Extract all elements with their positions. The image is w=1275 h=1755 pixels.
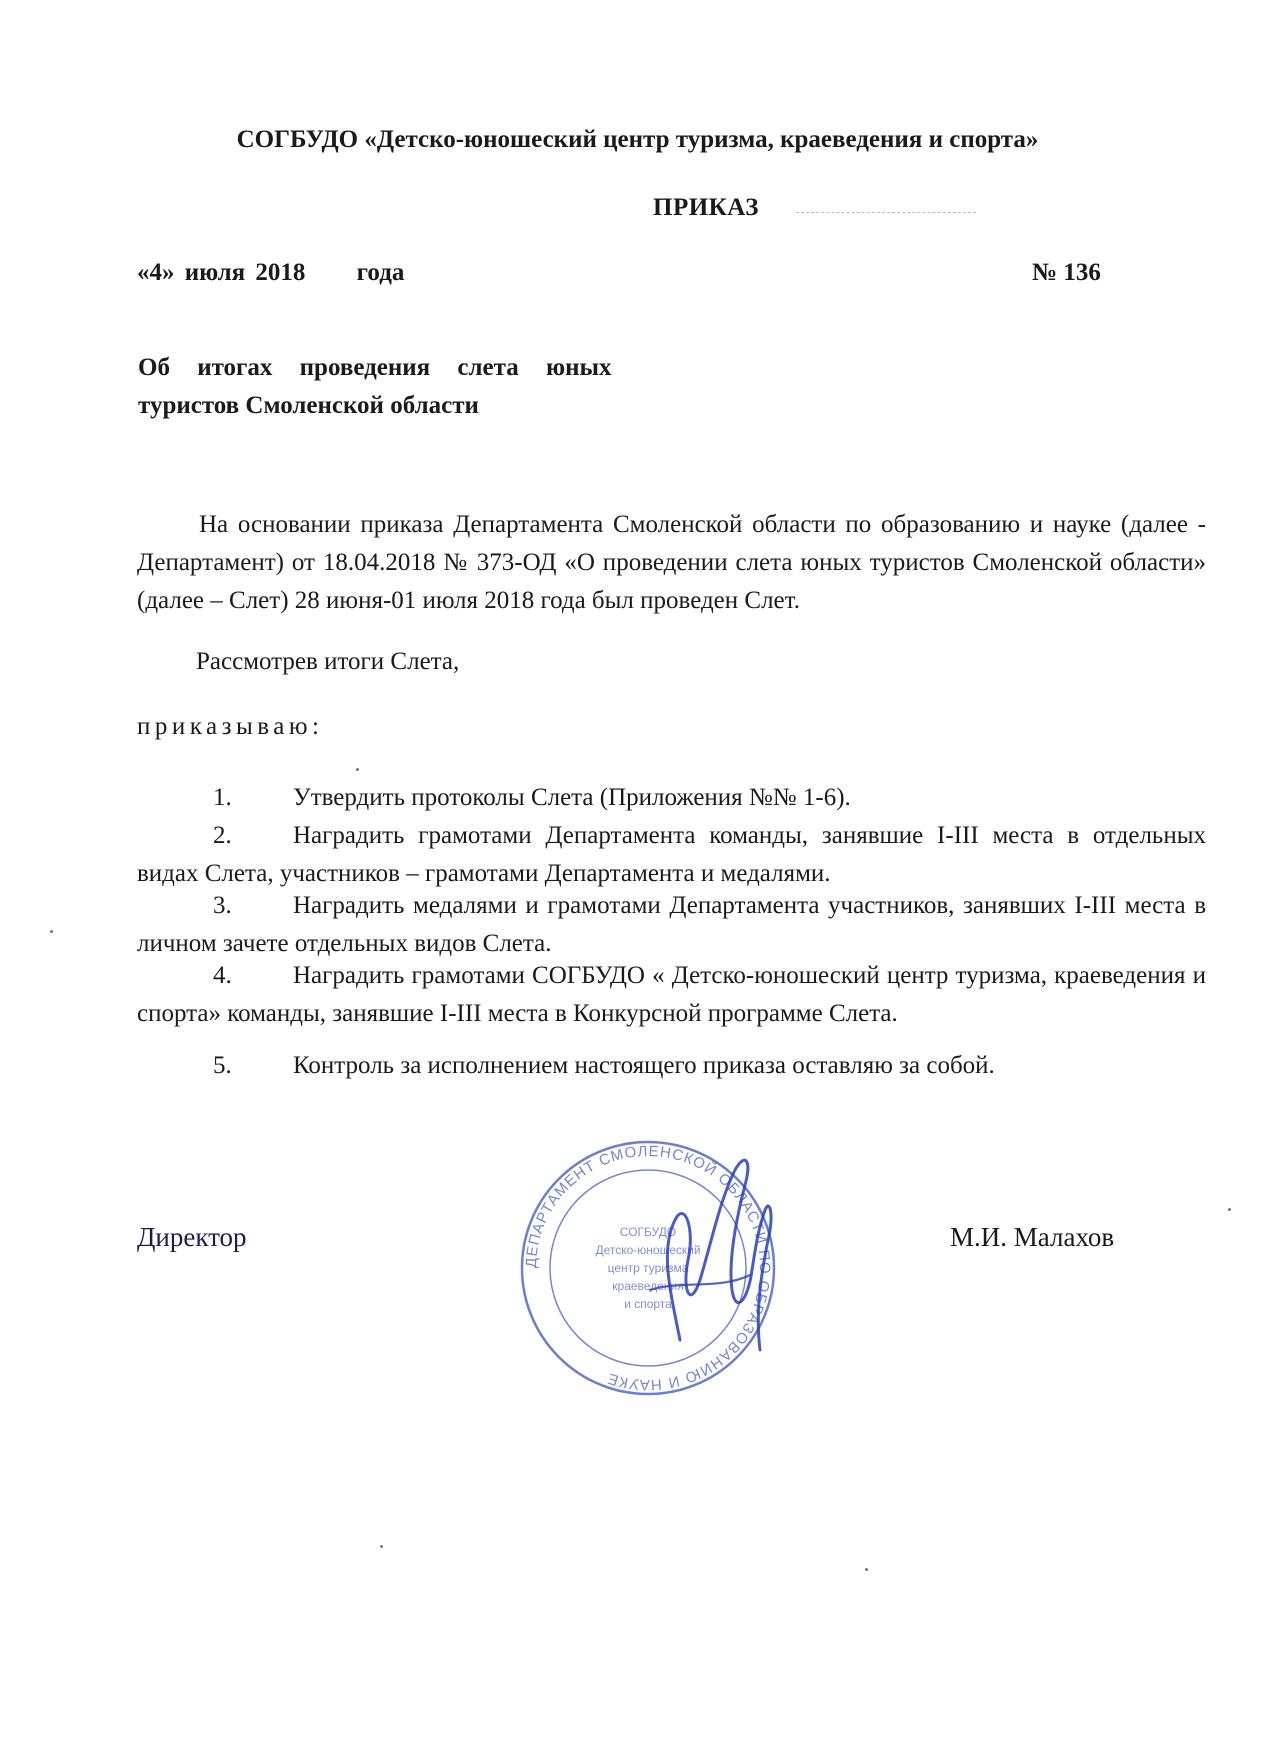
order-item-text: Утвердить протоколы Слета (Приложения №№ 1-6).: [293, 784, 851, 811]
scan-speck: [1228, 1208, 1231, 1211]
document-title: ПРИКАЗ: [653, 194, 759, 221]
order-item-number: 2.: [213, 822, 232, 849]
scan-speck: [356, 768, 359, 771]
document-number: № 136: [1032, 259, 1101, 286]
order-item-text: Наградить грамотами Департамента команды, занявшие I-III места в отдельных видах Слета, участников – грамотами Департамента и медалями.: [137, 822, 1206, 887]
scan-speck: [865, 1568, 868, 1571]
subject-line-2: туристов Смоленской области: [138, 392, 479, 419]
signer-name: М.И. Малахов: [950, 1222, 1115, 1252]
svg-text:центр туризма: центр туризма: [607, 1261, 689, 1275]
considering-line: Рассмотрев итоги Слета,: [196, 648, 460, 675]
order-item-number: 3.: [213, 892, 232, 919]
document-date: «4» июля 2018 года: [137, 259, 405, 286]
signer-position: Директор: [137, 1222, 247, 1252]
order-item-1: [137, 779, 1206, 817]
order-item-5: [137, 1047, 1206, 1085]
svg-text:Детско-юношеский: Детско-юношеский: [595, 1243, 701, 1257]
svg-text:краеведения: краеведения: [612, 1279, 684, 1293]
order-item-number: 4.: [213, 962, 232, 989]
organization-header: СОГБУДО «Детско-юношеский центр туризма, краеведения и спорта»: [236, 126, 1039, 153]
scan-speck: [50, 930, 53, 933]
svg-text:и спорта: и спорта: [624, 1297, 672, 1311]
title-divider: [796, 212, 976, 214]
scan-speck: [380, 1545, 383, 1548]
subject-line-1: Об итогах проведения слета юных: [138, 354, 612, 381]
order-item-4: [137, 957, 1206, 1033]
order-item-text: Контроль за исполнением настоящего приказа оставляю за собой.: [293, 1052, 995, 1079]
order-item-2: [137, 817, 1206, 893]
svg-text:СОГБУДО: СОГБУДО: [619, 1225, 677, 1239]
stamp-outer-text: ДЕПАРТАМЕНТ СМОЛЕНСКОЙ ОБЛАСТИ ПО ОБРАЗОВАНИЮ И НАУКЕ: [522, 1142, 774, 1394]
order-item-text: Наградить медалями и грамотами Департамента участников, занявших I-III места в личном зачете отдельных видов Слета.: [137, 892, 1206, 957]
orders-word: приказываю:: [137, 713, 324, 740]
basis-paragraph: На основании приказа Департамента Смоленской области по образованию и науке (далее - Департамент) от 18.04.2018 № 373-ОД «О проведении слета юных туристов Смоленской области» (далее – Слет) 28 июня-01 июля 2018 года был проведен Слет.: [137, 511, 1206, 614]
order-item-number: 5.: [213, 1052, 232, 1079]
order-item-3: [137, 887, 1206, 963]
signature: [640, 1140, 790, 1370]
order-item-text: Наградить грамотами СОГБУДО « Детско-юношеский центр туризма, краеведения и спорта» команды, занявшие I-III места в Конкурсной программе Слета.: [137, 962, 1206, 1027]
order-item-number: 1.: [213, 784, 232, 811]
